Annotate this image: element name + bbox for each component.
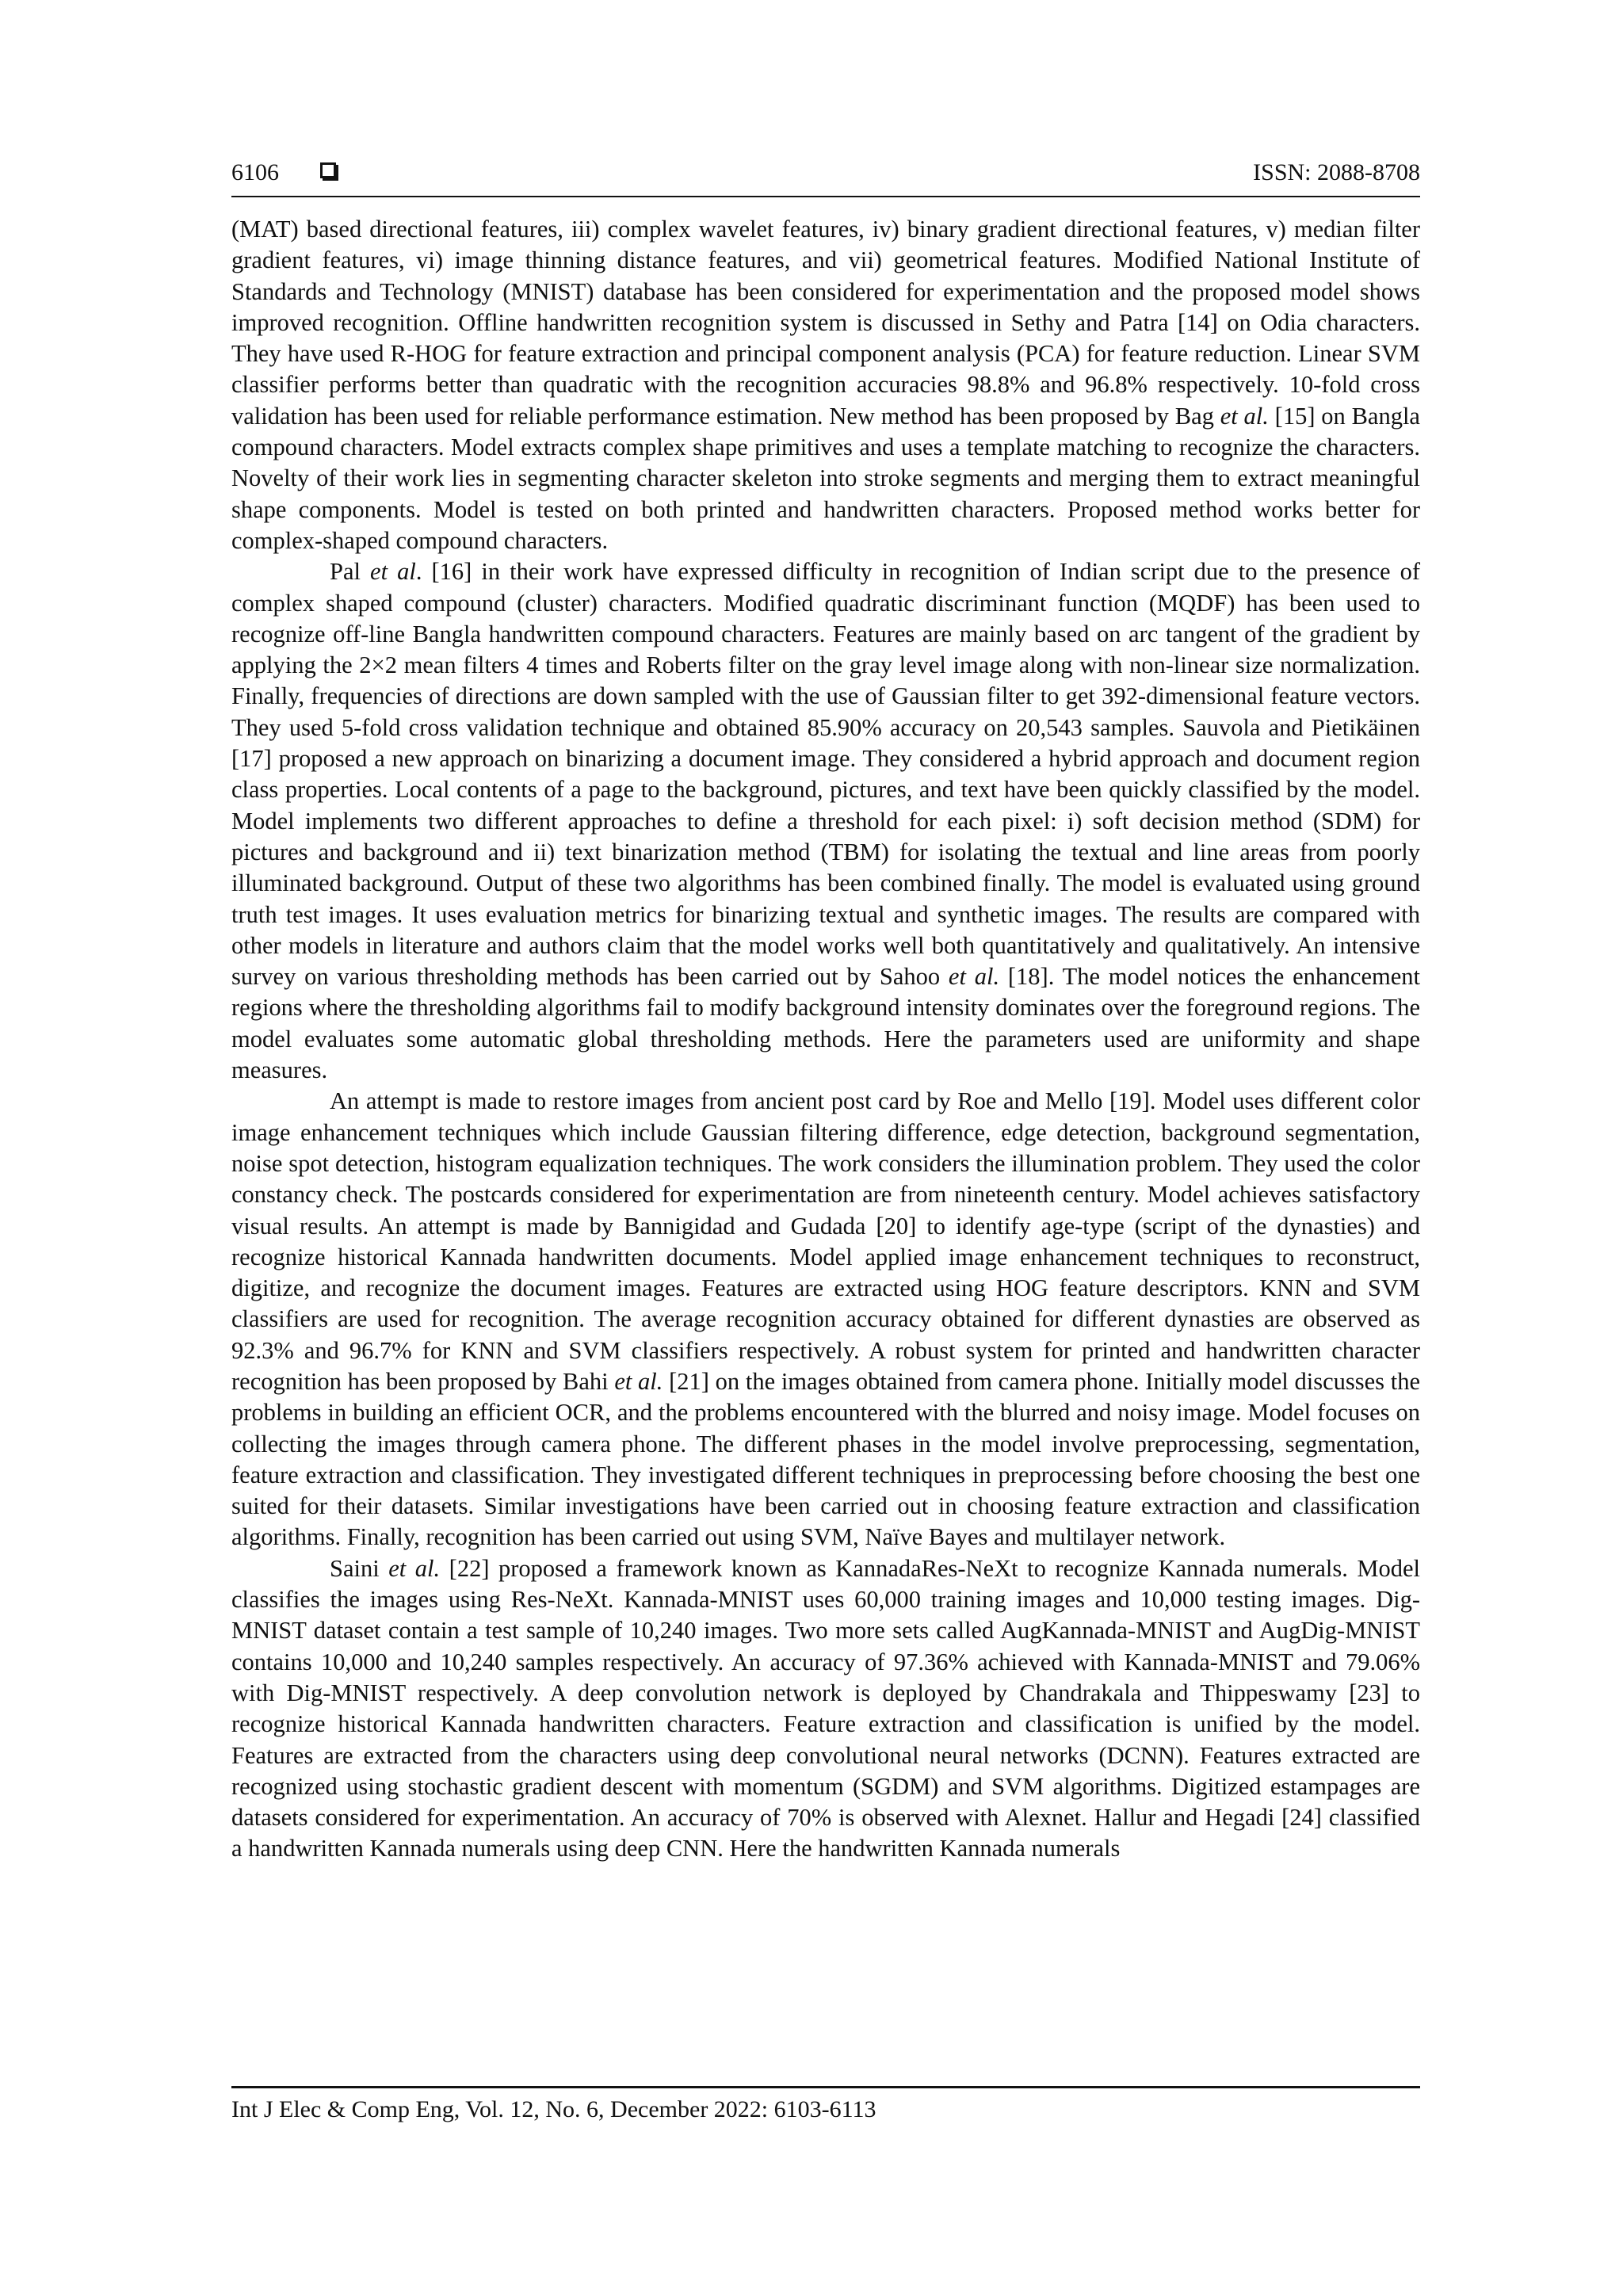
text-run: Saini [330, 1554, 389, 1582]
footer-citation: Int J Elec & Comp Eng, Vol. 12, No. 6, December 2022: 6103-6113 [231, 2096, 876, 2122]
text-run: [15] on Bangla compound characters. Model extracts complex shape primitives and uses a template matching to recognize the characters. Novelty of their work lies in segmenting character skeleton into stroke segments and merging them to extract meaningful shape components. Model is tested on both printed and handwritten characters. Proposed method works better for complex-shaped compound characters. [231, 402, 1420, 554]
text-run: [18]. The model notices the enhancement regions where the thresholding algorithms fail to modify background intensity dominates over the foreground regions. The model evaluates some automatic global thresholding methods. Here the parameters used are uniformity and shape measures. [231, 963, 1420, 1084]
italic-run: et al [370, 558, 416, 586]
header-rule [231, 196, 1420, 197]
square-box-icon [320, 162, 336, 178]
text-run: [21] on the images obtained from camera phone. Initially model discusses the problems in building an efficient OCR, and the problems encountered with the blurred and noisy image. Model focuses on collecting the images through camera phone. The different phases in the model involve preprocessing, segmentation, feature extraction and classification. They investigated different techniques in preprocessing before choosing the best one suited for their datasets. Similar investigations have been carried out in choosing feature extraction and classification algorithms. Finally, recognition has been carried out using SVM, Naïve Bayes and multilayer network. [231, 1367, 1420, 1551]
page-header [231, 155, 1420, 190]
text-run: Pal [330, 558, 371, 586]
italic-run: et al. [388, 1554, 441, 1582]
body-text [231, 214, 1420, 1865]
text-run: [22] proposed a framework known as KannadaRes-NeXt to recognize Kannada numerals. Model classifies the images using Res-NeXt. Kannada-MNIST uses 60,000 training images and 10,000 testing images. Dig-MNIST dataset contain a test sample of 10,240 images. Two more sets called AugKannada-MNIST and AugDig-MNIST contains 10,000 and 10,240 samples respectively. An accuracy of 97.36% achieved with Kannada-MNIST and 79.06% with Dig-MNIST respectively. A deep convolution network is deployed by Chandrakala and Thippeswamy [23] to recognize historical Kannada handwritten characters. Feature extraction and classification is unified by the model. Features are extracted from the characters using deep convolutional neural networks (DCNN). Features extracted are recognized using stochastic gradient descent with momentum (SGDM) and SVM algorithms. Digitized estampages are datasets considered for experimentation. An accuracy of 70% is observed with Alexnet. Hallur and Hegadi [24] classified a handwritten Kannada numerals using deep CNN. Here the handwritten Kannada numerals [231, 1554, 1420, 1862]
text-run: (MAT) based directional features, iii) complex wavelet features, iv) binary gradient directional features, v) median filter gradient features, vi) image thinning distance features, and vii) geometrical features. Modified National Institute of Standards and Technology (MNIST) database has been considered for experimentation and the proposed model shows improved recognition. Offline handwritten recognition system is discussed in Sethy and Patra [14] on Odia characters. They have used R-HOG for feature extraction and principal component analysis (PCA) for feature reduction. Linear SVM classifier performs better than quadratic with the recognition accuracies 98.8% and 96.8% respectively. 10-fold cross validation has been used for reliable performance estimation. New method has been proposed by Bag [231, 216, 1420, 430]
page-number: 6106 [231, 159, 279, 185]
text-run: An attempt is made to restore images from ancient post card by Roe and Mello [19]. Model uses different color image enhancement techniques which include Gaussian filtering difference, edge detection, background segmentation, noise spot detection, histogram equalization techniques. The work considers the illumination problem. They used the color constancy check. The postcards considered for experimentation are from nineteenth century. Model achieves satisfactory visual results. An attempt is made by Bannigidad and Gudada [20] to identify age-type (script of the dynasties) and recognize historical Kannada handwritten documents. Model applied image enhancement techniques to reconstruct, digitize, and recognize the document images. Features are extracted using HOG feature descriptors. KNN and SVM classifiers are used for recognition. The average recognition accuracy obtained for different dynasties are observed as 92.3% and 96.7% for KNN and SVM classifiers respectively. A robust system for printed and handwritten character recognition has been proposed by Bahi [231, 1087, 1420, 1395]
paragraph-1 [231, 214, 1420, 556]
paragraph-3 [231, 1086, 1420, 1553]
italic-run: et al. [614, 1367, 663, 1395]
issn-label: ISSN: 2088-8708 [1253, 159, 1420, 185]
text-run: . [16] in their work have expressed difficulty in recognition of Indian script due to the presence of complex shaped compound (cluster) characters. Modified quadratic discriminant function (MQDF) has been used to recognize off-line Bangla handwritten compound characters. Features are mainly based on arc tangent of the gradient by applying the 2×2 mean filters 4 times and Roberts filter on the gray level image along with non-linear size normalization. Finally, frequencies of directions are down sampled with the use of Gaussian filter to get 392-dimensional feature vectors. They used 5-fold cross validation technique and obtained 85.90% accuracy on 20,543 samples. Sauvola and Pietikäinen [17] proposed a new approach on binarizing a document image. They considered a hybrid approach and document region class properties. Local contents of a page to the background, pictures, and text have been quickly classified by the model. Model implements two different approaches to define a threshold for each pixel: i) soft decision method (SDM) for pictures and background and ii) text binarization method (TBM) for isolating the textual and line areas from poorly illuminated background. Output of these two algorithms has been combined finally. The model is evaluated using ground truth test images. It uses evaluation metrics for binarizing textual and synthetic images. The results are compared with other models in literature and authors claim that the model works well both quantitatively and qualitatively. An intensive survey on various thresholding methods has been carried out by Sahoo [231, 558, 1420, 991]
footer-rule [231, 2086, 1420, 2088]
italic-run: et al. [948, 963, 1000, 991]
italic-run: et al. [1220, 402, 1269, 430]
paragraph-2 [231, 556, 1420, 1086]
paragraph-4 [231, 1553, 1420, 1865]
